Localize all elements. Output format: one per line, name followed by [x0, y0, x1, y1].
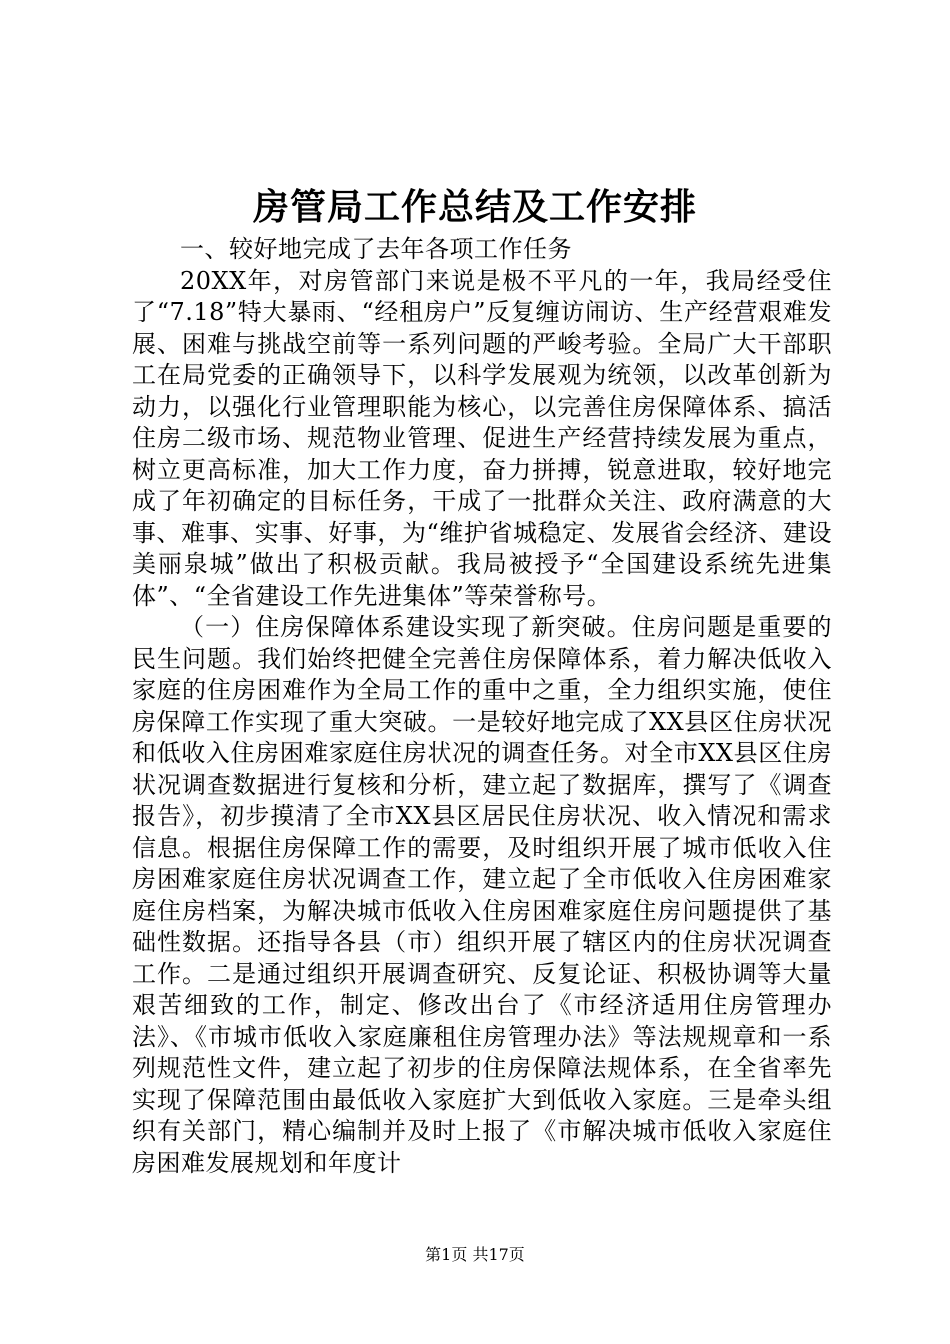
- document-title: 房管局工作总结及工作安排: [252, 186, 697, 228]
- paragraph-housing-security: （一）住房保障体系建设实现了新突破。住房问题是重要的民生问题。我们始终把健全完善住房保障体系，着力解决低收入家庭的住房困难作为全局工作的重中之重，全力组织实施，使住房保障工作实现了重大突破。一是较好地完成了XX县区住房状况和低收入住房困难家庭住房状况的调查任务。对全市XX县区住房状况调查数据进行复核和分析，建立起了数据库，撰写了《调查报告》，初步摸清了全市XX县区居民住房状况、收入情况和需求信息。根据住房保障工作的需要，及时组织开展了城市低收入住房困难家庭住房状况调查工作，建立起了全市低收入住房困难家庭住房档案，为解决城市低收入住房困难家庭住房问题提供了基础性数据。还指导各县（市）组织开展了辖区内的住房状况调查工作。二是通过组织开展调查研究、反复论证、积极协调等大量艰苦细致的工作，制定、修改出台了《市经济适用住房管理办法》、《市城市低收入家庭廉租住房管理办法》等法规规章和一系列规范性文件，建立起了初步的住房保障法规体系，在全省率先实现了保障范围由最低收入家庭扩大到低收入家庭。三是牵头组织有关部门，精心编制并及时上报了《市解决城市低收入家庭住房困难发展规划和年度计: [132, 613, 832, 1177]
- page-footer: 第1页 共17页: [425, 1245, 525, 1264]
- document-body: [132, 234, 832, 1179]
- paragraph-intro: 20XX年，对房管部门来说是极不平凡的一年，我局经受住了“7.18”特大暴雨、“经租房户”反复缠访闹访、生产经营艰难发展、困难与挑战空前等一系列问题的严峻考验。全局广大干部职工在局党委的正确领导下，以科学发展观为统领，以改革创新为动力，以强化行业管理职能为核心，以完善住房保障体系、搞活住房二级市场、规范物业管理、促进生产经营持续发展为重点，树立更高标准，加大工作力度，奋力拼搏，锐意进取，较好地完成了年初确定的目标任务，干成了一批群众关注、政府满意的大事、难事、实事、好事，为“维护省城稳定、发展省会经济、建设美丽泉城”做出了积极贡献。我局被授予“全国建设系统先进集体”、“全省建设工作先进集体”等荣誉称号。: [132, 266, 832, 610]
- section-heading: 一、较好地完成了去年各项工作任务: [180, 235, 572, 263]
